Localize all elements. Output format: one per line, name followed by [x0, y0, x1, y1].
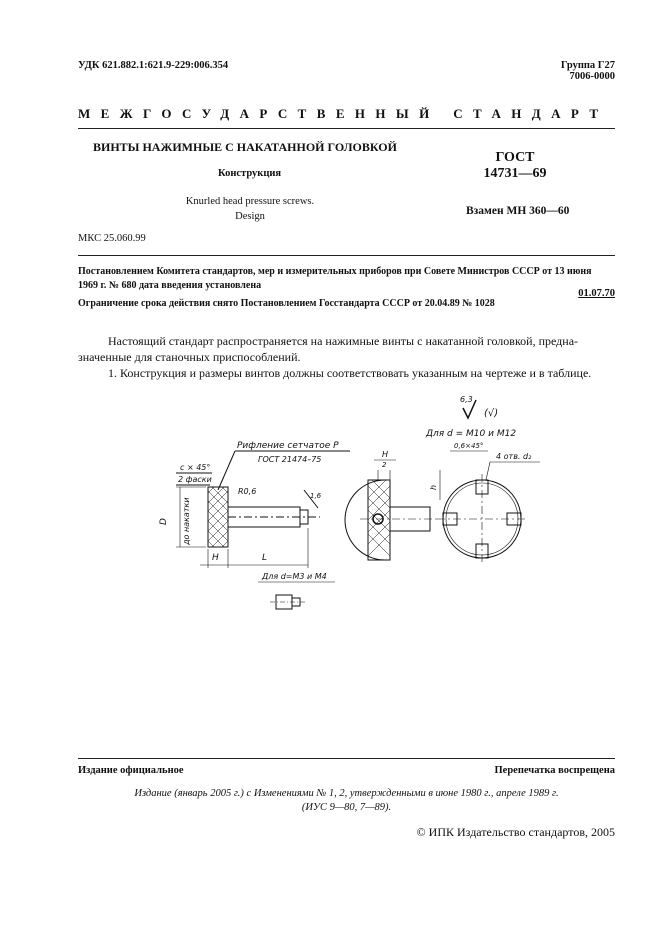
chamfers-count: 2 фаски — [178, 475, 212, 484]
knurl-leader — [218, 451, 235, 490]
chamfer-small: 0,6×45° — [454, 442, 484, 450]
angle-label: 1,6 — [310, 492, 322, 500]
knurl-label-2: ГОСТ 21474–75 — [258, 455, 322, 464]
roughness-paren: (√) — [484, 408, 499, 419]
dim-h-small: h — [429, 484, 438, 490]
group-label: Группа Г27 — [560, 60, 615, 71]
m3-note: Для d=M3 и M4 — [262, 572, 327, 581]
dim-h-label: H — [212, 553, 219, 563]
paragraph-2: 1. Конструкция и размеры винтов должны соответствовать указанным на чертеже и в таблице. — [108, 366, 592, 380]
dim-2-label: 2 — [382, 461, 387, 469]
restriction-note: Ограничение срока действия снято Постановлением Госстандарта СССР от 20.04.89 № 1028 — [78, 298, 495, 309]
reprint-notice: Перепечатка воспрещена — [494, 765, 615, 776]
gost-number: 14731—69 — [483, 166, 547, 181]
udk-code: УДК 621.882.1:621.9-229:006.354 — [78, 60, 229, 71]
page-title: ВИНТЫ НАЖИМНЫЕ С НАКАТАННОЙ ГОЛОВКОЙ — [93, 140, 397, 154]
product-code: 7006-0000 — [569, 71, 615, 82]
mks-code: МКС 25.060.99 — [78, 233, 146, 244]
dim-d-label: D — [159, 518, 169, 525]
knurl-note: до накатки — [182, 497, 191, 545]
divider — [78, 758, 615, 759]
paragraph-1-line1: Настоящий стандарт распространяется на нажимные винты с накатанной головкой, предна- — [108, 334, 579, 348]
dim-l-label: L — [262, 553, 268, 563]
m10-note: Для d = M10 и M12 — [426, 429, 517, 439]
paragraph-1-line2: значенные для станочных приспособлений. — [78, 350, 301, 364]
edition-line2: (ИУС 9—80, 7—89). — [301, 802, 392, 813]
english-title-line1: Knurled head pressure screws. — [185, 196, 315, 207]
replaces: Взамен МН 360—60 — [466, 205, 570, 217]
subtitle: Конструкция — [218, 168, 282, 179]
knurl-pattern — [208, 487, 228, 547]
standard-banner: МЕЖГОСУДАРСТВЕННЫЙ СТАНДАРТ — [78, 106, 609, 121]
copyright: © ИПК Издательство стандартов, 2005 — [416, 825, 615, 839]
chamfer-label: с × 45° — [180, 463, 211, 472]
middle-head-arc — [345, 480, 385, 560]
official-edition: Издание официальное — [78, 765, 184, 776]
edition-info — [78, 787, 615, 815]
middle-knurled-head — [368, 480, 390, 560]
dim-h2-label: H — [382, 450, 389, 459]
effective-date: 01.07.70 — [578, 288, 615, 299]
roughness-value: 6,3 — [460, 395, 473, 404]
english-title-line2: Design — [235, 211, 265, 222]
knurl-label-1: Рифление сетчатое Р — [237, 441, 339, 451]
edition-line1: Издание (январь 2005 г.) с Изменениями № 1, 2, утвержденными в июне 1980 г., апреле 1989 г. — [134, 788, 559, 799]
gost-label: ГОСТ — [495, 150, 535, 165]
decree-line2: 1969 г. № 680 дата введения установлена — [78, 280, 262, 291]
holes-label: 4 отв. d₂ — [496, 452, 532, 461]
radius-label: R0,6 — [238, 487, 257, 496]
decree-line1: Постановлением Комитета стандартов, мер и измерительных приборов при Совете Министров СССР от 13 июня — [78, 266, 592, 277]
